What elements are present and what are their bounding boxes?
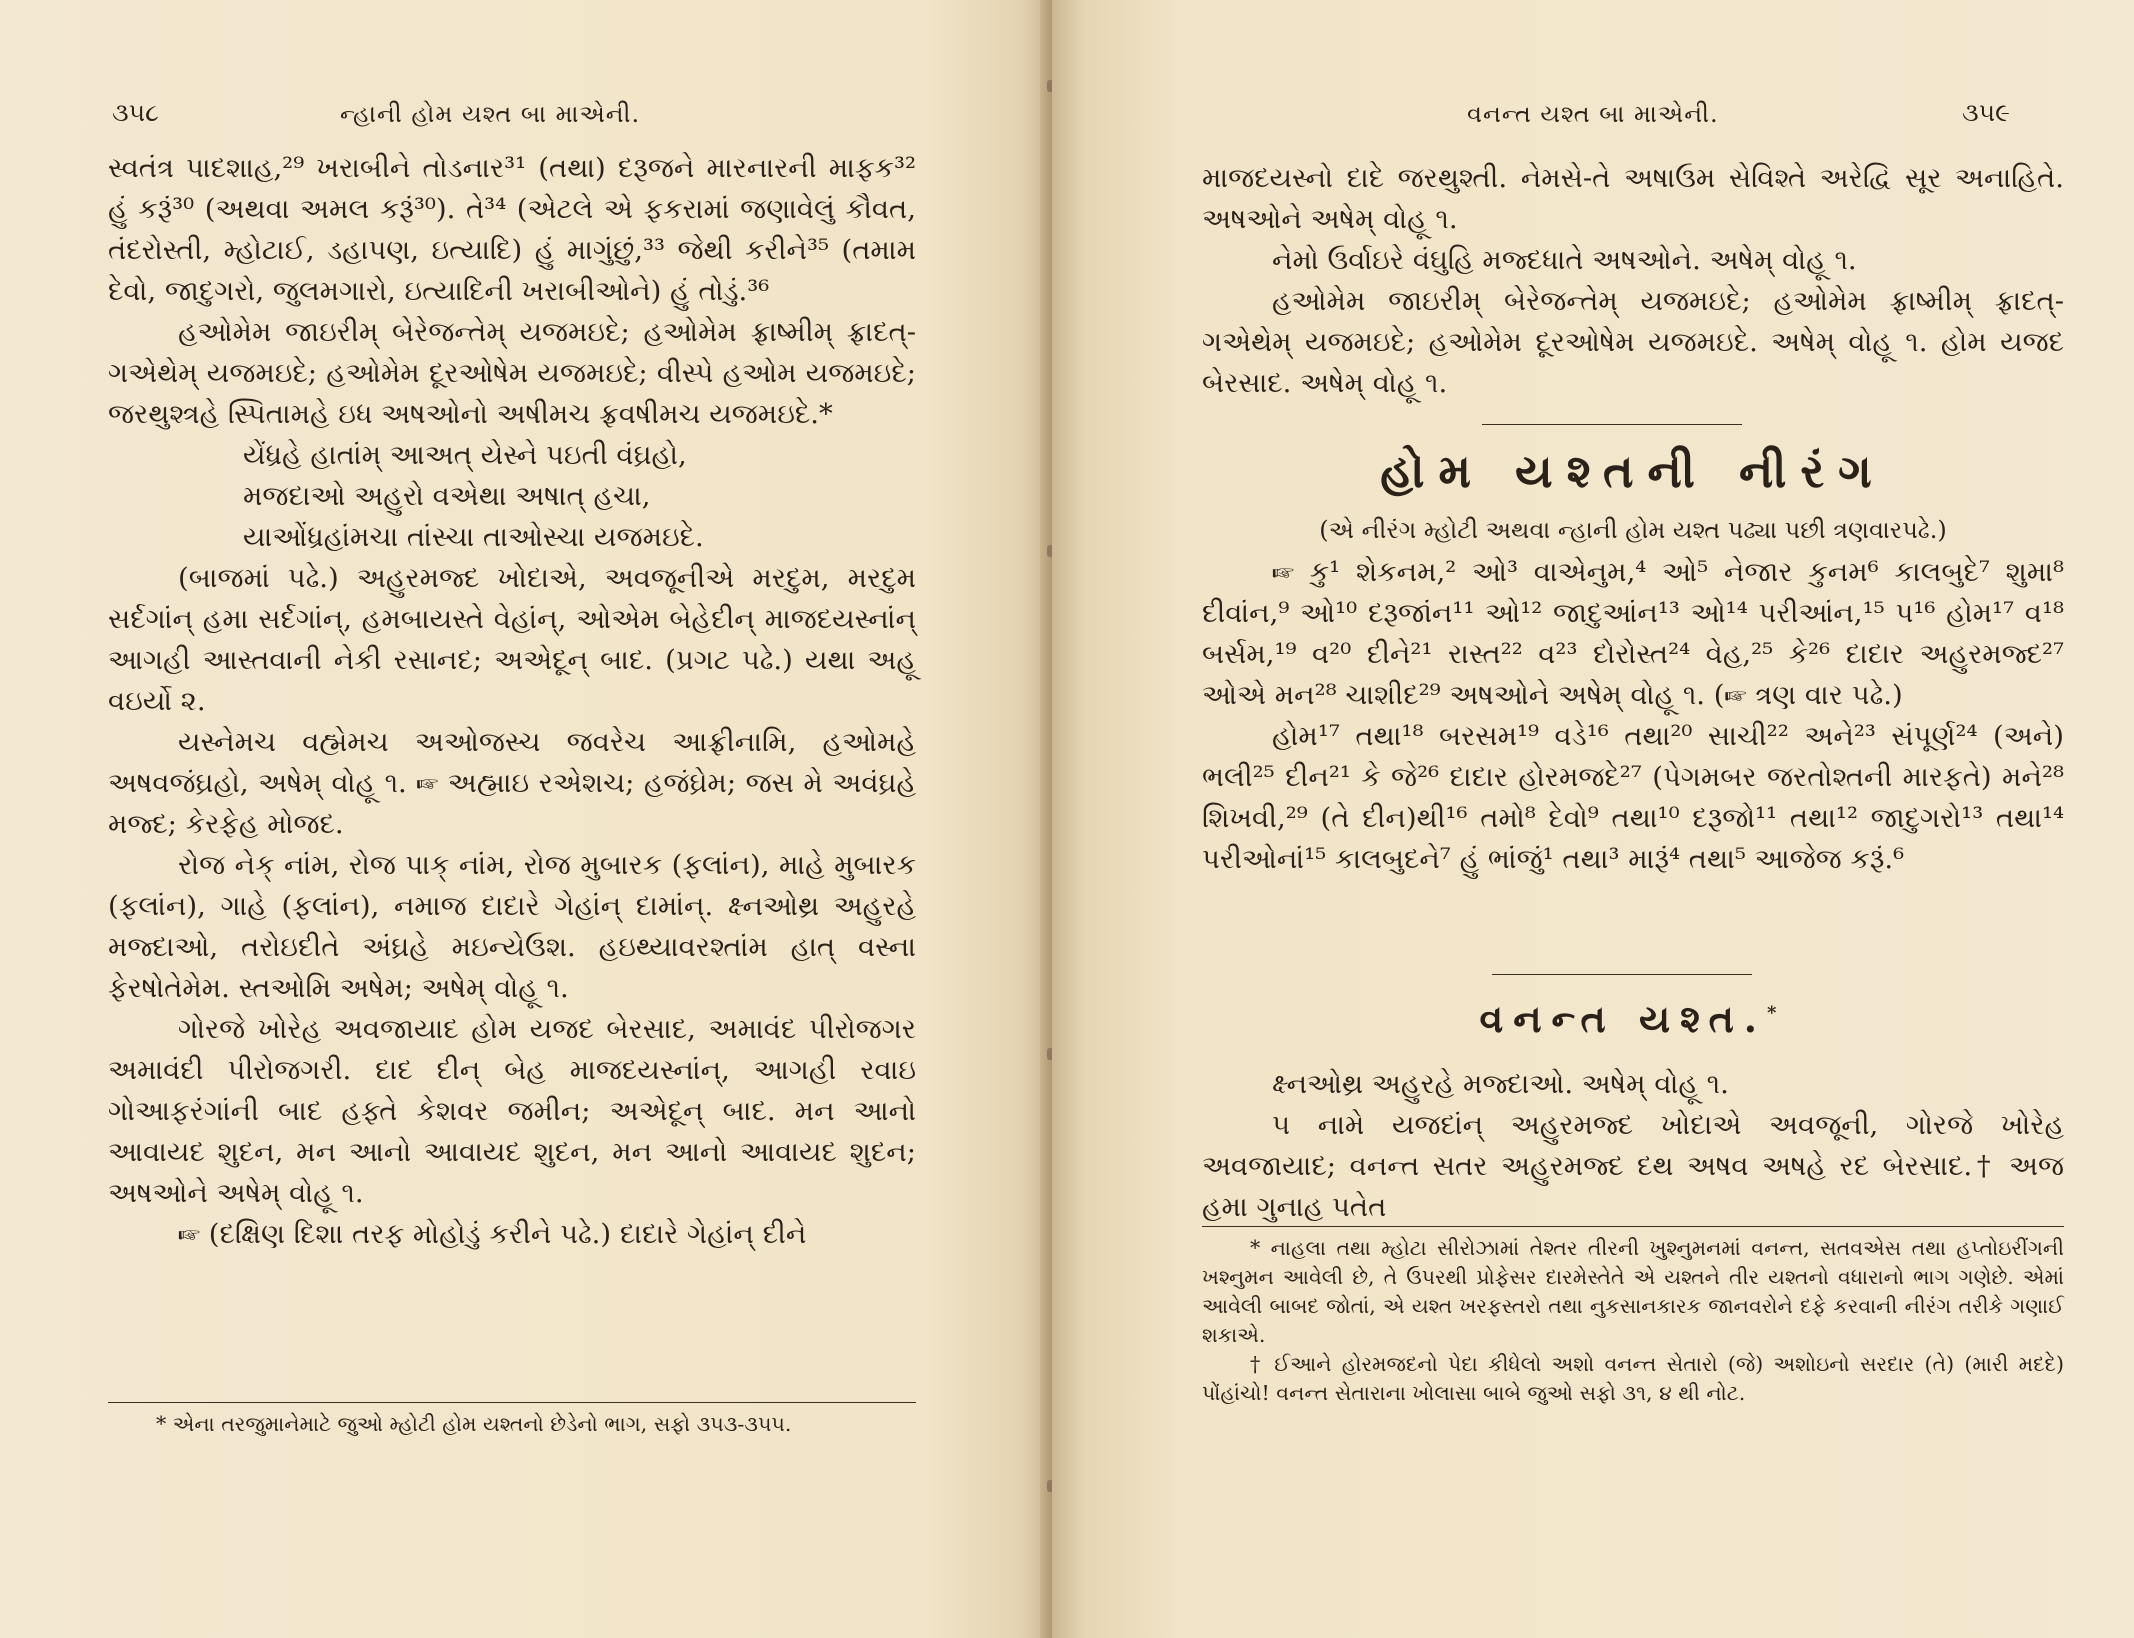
right-page — [1052, 0, 2134, 1638]
left-running-head: ન્હાની હોમ યશ્ત બા માએની. — [340, 100, 641, 128]
left-paragraph: (બાજમાં પઢે.) અહુરમજ્દ ખોદાએ, અવજૂનીએ મરદુમ, મરદુમ સર્દગાંન્ હમા સર્દગાંન્, હમબાયસ્તે વેહાંન્, ઓએમ બેહેદીન્ માજદયસ્નાંન્ આગહી આસ્તવાની નેકી રસાનદ; અએદૂન્ બાદ. (પ્રગટ પઢે.) યથા અહૂ વઇર્યો ૨. — [108, 562, 916, 717]
verse-line: યાઓંધ્રહાંમચા તાંસ્ચા તાઓસ્ચા યજમઇદે. — [243, 521, 704, 553]
left-paragraph: હઓમેમ જાઇરીમ્ બેરેજન્તેમ્ યજમઇદે; હઓમેમ ફ્રાષ્મીમ્ ફ્રાદત્-ગએથેમ્ યજમઇદે; હઓમેમ દૂરઓષેમ યજમઇદે; વીસ્પે હઓમ યજમઇદે; જરથુશ્ત્રહે સ્પિતામહે ઇધ અષઓનો અષીમચ ફ્રવષીમચ યજમઇદે.* — [108, 316, 916, 430]
right-paragraph: હઓમેમ જાઇરીમ્ બેરેજન્તેમ્ યજમઇદે; હઓમેમ ફ્રાષ્મીમ્ ફ્રાદત્-ગએથેમ્ યજમઇદે; હઓમેમ દૂરઓષેમ યજમઇદે. અષેમ્ વોહૂ ૧. હોમ યજદ બેરસાદ. અષેમ્ વોહૂ ૧. — [1202, 285, 2064, 399]
left-body — [108, 148, 916, 1255]
right-page-number: ૩૫૯ — [1962, 98, 2010, 127]
left-paragraph: ગોરજે ખોરેહ અવજાયાદ હોમ યજદ બેરસાદ, અમાવંદ પીરોજગર અમાવંદી પીરોજગરી. દાદ દીન્ બેહ માજદયસ્નાંન્, આગહી રવાઇ ગોઆફરંગાંની બાદ હફ્તે કેશવર જમીન; અએદૂન્ બાદ. મન આનો આવાયદ શુદન, મન આનો આવાયદ શુદન, મન આનો આવાયદ શુદન; અષઓને અષેમ્ વોહૂ ૧. — [108, 1013, 916, 1209]
section-rule — [1492, 974, 1752, 975]
left-footnotes — [108, 1410, 916, 1439]
footnote-rule — [1202, 1226, 2064, 1227]
section-rule — [1482, 424, 1742, 425]
left-paragraph: યસ્નેમચ વહ્મેમચ અઓજસ્ચ જવરેચ આફ્રીનામિ, હઓમહે અષવજંઘ્રહો, અષેમ્ વોહૂ ૧. ☞ અહ્માઇ રએશચ; હજંઘ્રેમ; જસ મે અવંઘ્રહે મજ્દ; કેરફેહ મોજદ. — [108, 726, 916, 840]
left-page-number: ૩૫૮ — [112, 98, 159, 127]
left-paragraph: ☞ (દક્ષિણ દિશા તરફ મોહોડું કરીને પઢે.) દાદારે ગેહાંન્ દીને — [178, 1218, 807, 1250]
vanant-heading-mark: * — [1767, 1002, 1787, 1024]
nirang-body — [1202, 552, 2064, 880]
left-paragraph: સ્વતંત્ર પાદશાહ,²⁹ ખરાબીને તોડનાર³¹ (તથા) દરૂજને મારનારની માફક³² હું કરૂં³⁰ (અથવા અમલ કરૂં³⁰). તે³⁴ (એટલે એ ફકરામાં જણાવેલું કૌવત, તંદરોસ્તી, મ્હોટાઈ, ડહાપણ, ઇત્યાદિ) હું માગુંછું,³³ જેથી કરીને³⁵ (તમામ દેવો, જાદુગરો, જુલમગારો, ઇત્યાદિની ખરાબીઓને) હું તોડું.³⁶ — [108, 152, 916, 307]
vanant-heading — [1202, 996, 2064, 1042]
right-paragraph: ૫ નામે યજદાંન્ અહુરમજ્દ ખોદાએ અવજૂની, ગોરજે ખોરેહ અવજાયાદ; વનન્ત સતર અહુરમજ્દ દથ અષવ અષહે રદ બેરસાદ.† અજ હમા ગુનાહ પતેત — [1202, 1109, 2064, 1223]
nirang-text: ☞ કુ¹ શેકનમ,² ઓ³ વાએનુમ,⁴ ઓ⁵ નેજાર કુનમ⁶ કાલબુદે⁷ શુમા⁸ દીવાંન,⁹ ઓ¹⁰ દરૂજાંન¹¹ ઓ¹² જાદુઆંન¹³ ઓ¹⁴ પરીઆંન,¹⁵ પ¹⁶ હોમ¹⁷ વ¹⁸ બર્સમ,¹⁹ વ²⁰ દીને²¹ રાસ્ત²² વ²³ દોરોસ્ત²⁴ વેહ,²⁵ કે²⁶ દાદાર અહુરમજ્દ²⁷ ઓએ મન²⁸ ચાશીદ²⁹ અષઓને અષેમ્ વોહૂ ૧. (☞ ત્રણ વાર પઢે.) — [1202, 556, 2064, 711]
right-body-top — [1202, 158, 2064, 404]
left-page — [0, 0, 1052, 1638]
left-paragraph: રોજ નેક્ નાંમ, રોજ પાક્ નાંમ, રોજ મુબારક (ફલાંન), માહે મુબારક (ફલાંન), ગાહે (ફલાંન), નમાજ દાદારે ગેહાંન્ દામાંન્. ક્ષ્નઓથ્ર અહુરહે મજ્દાઓ, તરોઇદીતે અંઘ્રહે મઇન્યેઉશ. હઇથ્યાવરશ્તાંમ હાત્ વસ્ના ફેરષોતેમેમ. સ્તઓમિ અષેમ; અષેમ્ વોહૂ ૧. — [108, 849, 916, 1004]
verse-line: યેંધ્રહે હાતાંમ્ આઅત્ યેસ્ને પઇતી વંઘ્રહો, — [243, 439, 687, 471]
footnote: † ઈઆને હોરમજદનો પેદા કીધેલો અશો વનન્ત સેતારો (જે) અશોઇનો સરદાર (તે) (મારી મદદે) પોંહાંચો! વનન્ત સેતારાના ખોલાસા બાબે જુઓ સફો ૩૧, ૪ થી નોટ. — [1202, 1352, 2064, 1405]
nirang-translation: હોમ¹⁷ તથા¹⁸ બરસમ¹⁹ વડે¹⁶ તથા²⁰ સાચી²² અને²³ સંપૂર્ણ²⁴ (અને) ભલી²⁵ દીન²¹ કે જે²⁶ દાદાર હોરમજદે²⁷ (પેગમબર જરતોશ્તની મારફતે) મને²⁸ શિખવી,²⁹ (તે દીન)થી¹⁶ તમો⁸ દેવો⁹ તથા¹⁰ દરૂજો¹¹ તથા¹² જાદુગરો¹³ તથા¹⁴ પરીઓનાં¹⁵ કાલબુદને⁷ હું ભાંજું¹ તથા³ મારૂં⁴ તથા⁵ આજેજ કરૂં.⁶ — [1202, 720, 2064, 875]
vanant-heading-text: વનન્ત યશ્ત. — [1479, 996, 1768, 1041]
right-paragraph: માજદયસ્નો દાદે જરથુશ્તી. નેમસે-તે અષાઉમ સેવિશ્તે અરેદ્વિ સૂર અનાહિતે. અષઓને અષેમ્ વોહૂ ૧. — [1202, 162, 2064, 235]
right-running-head: વનન્ત યશ્ત બા માએની. — [1467, 100, 1719, 128]
nirang-note: (એ નીરંગ મ્હોટી અથવા ન્હાની હોમ યશ્ત પઢ્યા પછી ત્રણવારપઢે.) — [1319, 516, 1947, 544]
footnote: * એના તરજુમાનેમાટે જુઓ મ્હોટી હોમ યશ્તનો છેડેનો ભાગ, સફો ૩૫૩-૩૫૫. — [156, 1412, 792, 1436]
footnote-rule — [108, 1402, 916, 1403]
footnote: * નાહલા તથા મ્હોટા સીરોઝામાં તેશ્તર તીરની ખુશ્નુમનમાં વનન્ત, સતવએસ તથા હપ્તોઇરીંગની ખશ્નુમન આવેલી છે, તે ઉપરથી પ્રોફેસર દારમેસ્તેતે એ યશ્તને તીર યશ્તનો વધારાનો ભાગ ગણેછે. એમાં આવેલી બાબદ જોતાં, એ યશ્ત ખરફસ્તરો તથા નુકસાનકારક જાનવરોને દફે કરવાની નીરંગ તરીકે ગણાઈ શકાએ. — [1202, 1236, 2064, 1347]
nirang-heading: હોમ યશ્તની નીરંગ — [1380, 444, 1886, 498]
right-footnotes — [1202, 1234, 2064, 1408]
verse-line: મજદાઓ અહુરો વએથા અષાત્ હચા, — [243, 480, 651, 512]
right-paragraph: નેમો ઉર્વાઇરે વંઘુહિ મજ્દધાતે અષઓને. અષેમ્ વોહૂ ૧. — [1272, 244, 1857, 276]
right-body-bottom — [1202, 1064, 2064, 1228]
right-paragraph: ક્ષ્નઓથ્ર અહુરહે મજ્દાઓ. અષેમ્ વોહૂ ૧. — [1272, 1068, 1729, 1100]
